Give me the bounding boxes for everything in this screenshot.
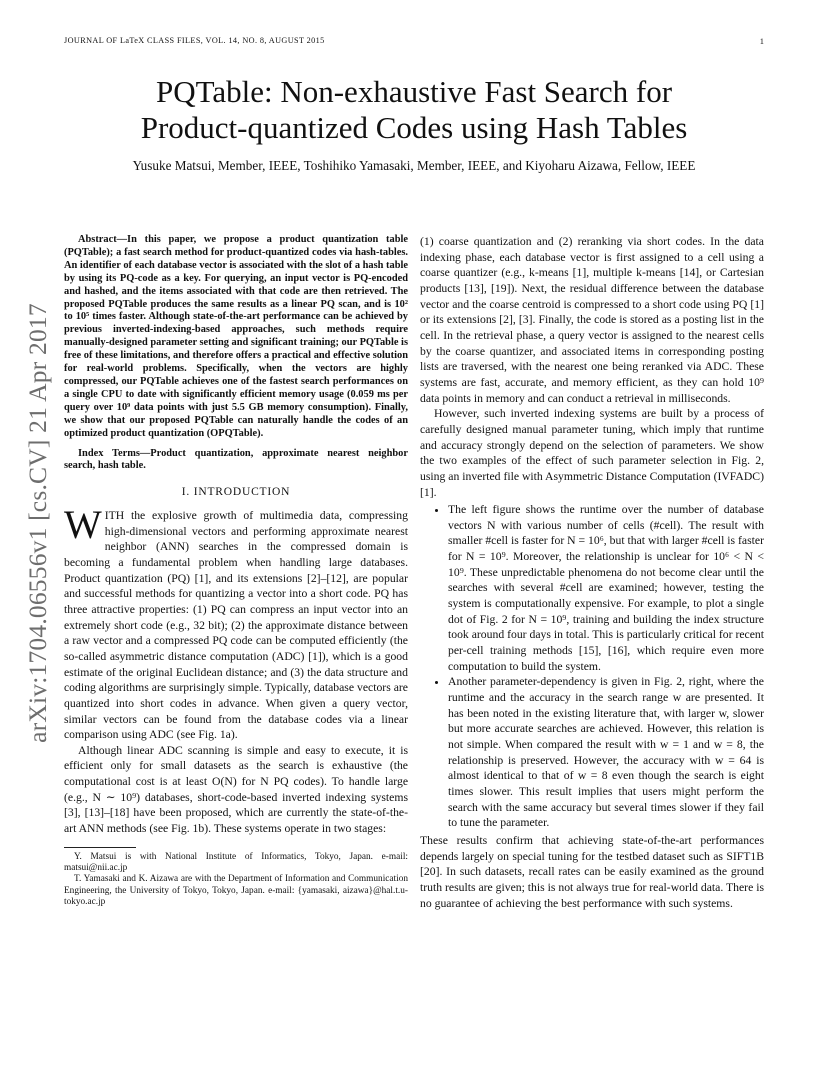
section-heading: I. INTRODUCTION — [181, 486, 291, 499]
right-column — [420, 234, 764, 911]
index-terms: Index Terms—Product quantization, approximate nearest neighbor search, hash table. — [64, 447, 408, 472]
title-line-2: Product-quantized Codes using Hash Tables — [140, 110, 688, 145]
running-header: JOURNAL OF LaTeX CLASS FILES, VOL. 14, NO. 8, AUGUST 2015 — [64, 36, 325, 45]
footnote-yamasaki-aizawa: T. Yamasaki and K. Aizawa are with the Department of Information and Communication Engineering, the University of Tokyo, Tokyo, Japan. e-mail: {yamasaki, aizawa}@hal.t.u-tokyo.ac.jp — [64, 874, 408, 907]
footnote-matsui: Y. Matsui is with National Institute of Informatics, Tokyo, Japan. e-mail: matsui@nii.ac.jp — [64, 851, 408, 874]
intro-paragraph-2: Although linear ADC scanning is simple and easy to execute, it is efficient only for small datasets as the search is exhaustive (the computational cost is at least O(N) for N PQ codes). To handle large (e.g., N ∼ 10⁹) databases, short-code-based inverted indexing systems [3], [13]–[18] have been proposed, which are currently the state-of-the-art ANN methods (see Fig. 1b). These systems operate in two stages: — [64, 743, 408, 836]
list-item: • Another parameter-dependency is given in Fig. 2, right, where the runtime and the accuracy in the search range w are presented. It has been noted in the existing literature that, with larger w, slower but more accurate searches are achieved. However, this relation is not simple. When compared the result with w = 1 and w = 8, the relationship is preserved. However, the accuracy with w = 64 is almost identical to that of w = 8 even though the search is eight times slower. This result implies that users might perform the search with the same accuracy but several times slower if they fail to tune the parameter. — [448, 674, 764, 831]
abstract: Abstract—In this paper, we propose a product quantization table (PQTable); a fast search method for product-quantized codes via hash-tables. An identifier of each database vector is associated with the slot of a hash table by using its PQ-code as a key. For querying, an input vector is PQ-encoded and hashed, and the items associated with that code are then retrieved. The proposed PQTable produces the same results as a linear PQ scan, and is 10² to 10⁵ times faster. Although state-of-the-art performance can be achieved by previous inverted-indexing-based approaches, such methods require manually-designed parameter setting and significant training; our PQTable is free of these limitations, and therefore offers a practical and effective solution for real-world problems. Specifically, when the vectors are highly compressed, our PQTable achieves one of the fastest search performances on a single CPU to date with significantly efficient memory usage (0.059 ms per query over 10⁹ data points with just 5.5 GB memory consumption). Finally, we show that our proposed PQTable can naturally handle the codes of an optimized product quantization (OPQTable). — [64, 234, 408, 439]
paper-title — [64, 74, 764, 146]
right-paragraph-1: (1) coarse quantization and (2) reranking via short codes. In the data indexing phase, each database vector is first assigned to a cell using a coarse quantizer (e.g., k-means [1], multiple k-means [14], or Cartesian products [13], [19]). Next, the residual difference between the database vector and the coarse centroid is compressed to a short code using PQ [1] or its extensions [2], [3]. Finally, the code is stored as a posting list in the cell. In the retrieval phase, a query vector is assigned to the nearest cells by the coarse quantizer, and associated items in corresponding posting lists are traversed, with the nearest one being reranked via ADC. These systems are fast, accurate, and memory efficient, as they can hold 10⁹ data points in memory and can conduct a retrieval in milliseconds. — [420, 235, 764, 405]
parameter-example-list — [420, 502, 764, 831]
right-paragraph-2: However, such inverted indexing systems are built by a process of carefully designed manual parameter tuning, which imply that runtime and accuracy strongly depend on the selection of parameters. We show the two examples of the effect of such parameter selection in Fig. 2, using an inverted file with Asymmetric Distance Computation (IVFADC) [1]. — [420, 407, 764, 499]
closing-paragraph: These results confirm that achieving state-of-the-art performances depends largely on special tuning for the testbed dataset such as SIFT1B [20]. In such datasets, recall rates can be easily examined as the ground truth results are given; this is not always true for real-world data. There is no guarantee of achieving the best performance with such systems. — [420, 833, 764, 910]
intro-paragraph-1: WITH the explosive growth of multimedia data, compressing high-dimensional vectors and performing approximate nearest neighbor (ANN) searches in the compressed domain is becoming a fundamental problem when handling large databases. Product quantization (PQ) [1], and its extensions [2]–[12], are popular and successful methods for quantizing a vector into a short code. PQ has three attractive properties: (1) PQ can compress an input vector into an extremely short code (e.g., 32 bit); (2) the approximate distance between a raw vector and a compressed PQ code can be computed efficiently (the so-called asymmetric distance computation (ADC) [1]), which is a good estimate of the original Euclidean distance; and (3) the data structure and coding algorithms are surprisingly simple. Typically, database vectors are quantized into short codes in advance. When given a query vector, similar vectors can be found from the database codes via a linear comparison using ADC (see Fig. 1a). — [64, 501, 408, 742]
author-line: Yusuke Matsui, Member, IEEE, Toshihiko Yamasaki, Member, IEEE, and Kiyoharu Aizawa, Fellow, IEEE — [132, 158, 696, 173]
arxiv-id-text: arXiv:1704.06556v1 [cs.CV] 21 Apr 2017 — [23, 303, 52, 743]
left-column — [64, 234, 408, 908]
title-line-1: PQTable: Non-exhaustive Fast Search for — [155, 74, 673, 109]
footnote-divider — [64, 847, 136, 848]
arxiv-side-label — [17, 288, 59, 758]
list-item: • The left figure shows the runtime over the number of database vectors N with various number of cells (#cell). The result with smaller #cell is faster for N = 10⁶, but that with larger #cell is faster for N = 10⁹. Moreover, the relationship is unclear for 10⁶ < N < 10⁹. These unpredictable phenomena do not become clear until the searches with several #cell are examined; however, testing the system is computationally expensive. For example, to plot a single dot of Fig. 2 for N = 10⁹, training and building the index structure took around four days in total. This is particularly critical for recent per-cell training methods [15], [16], which require even more computation to build the system. — [448, 502, 764, 674]
page-number: 1 — [759, 36, 764, 46]
